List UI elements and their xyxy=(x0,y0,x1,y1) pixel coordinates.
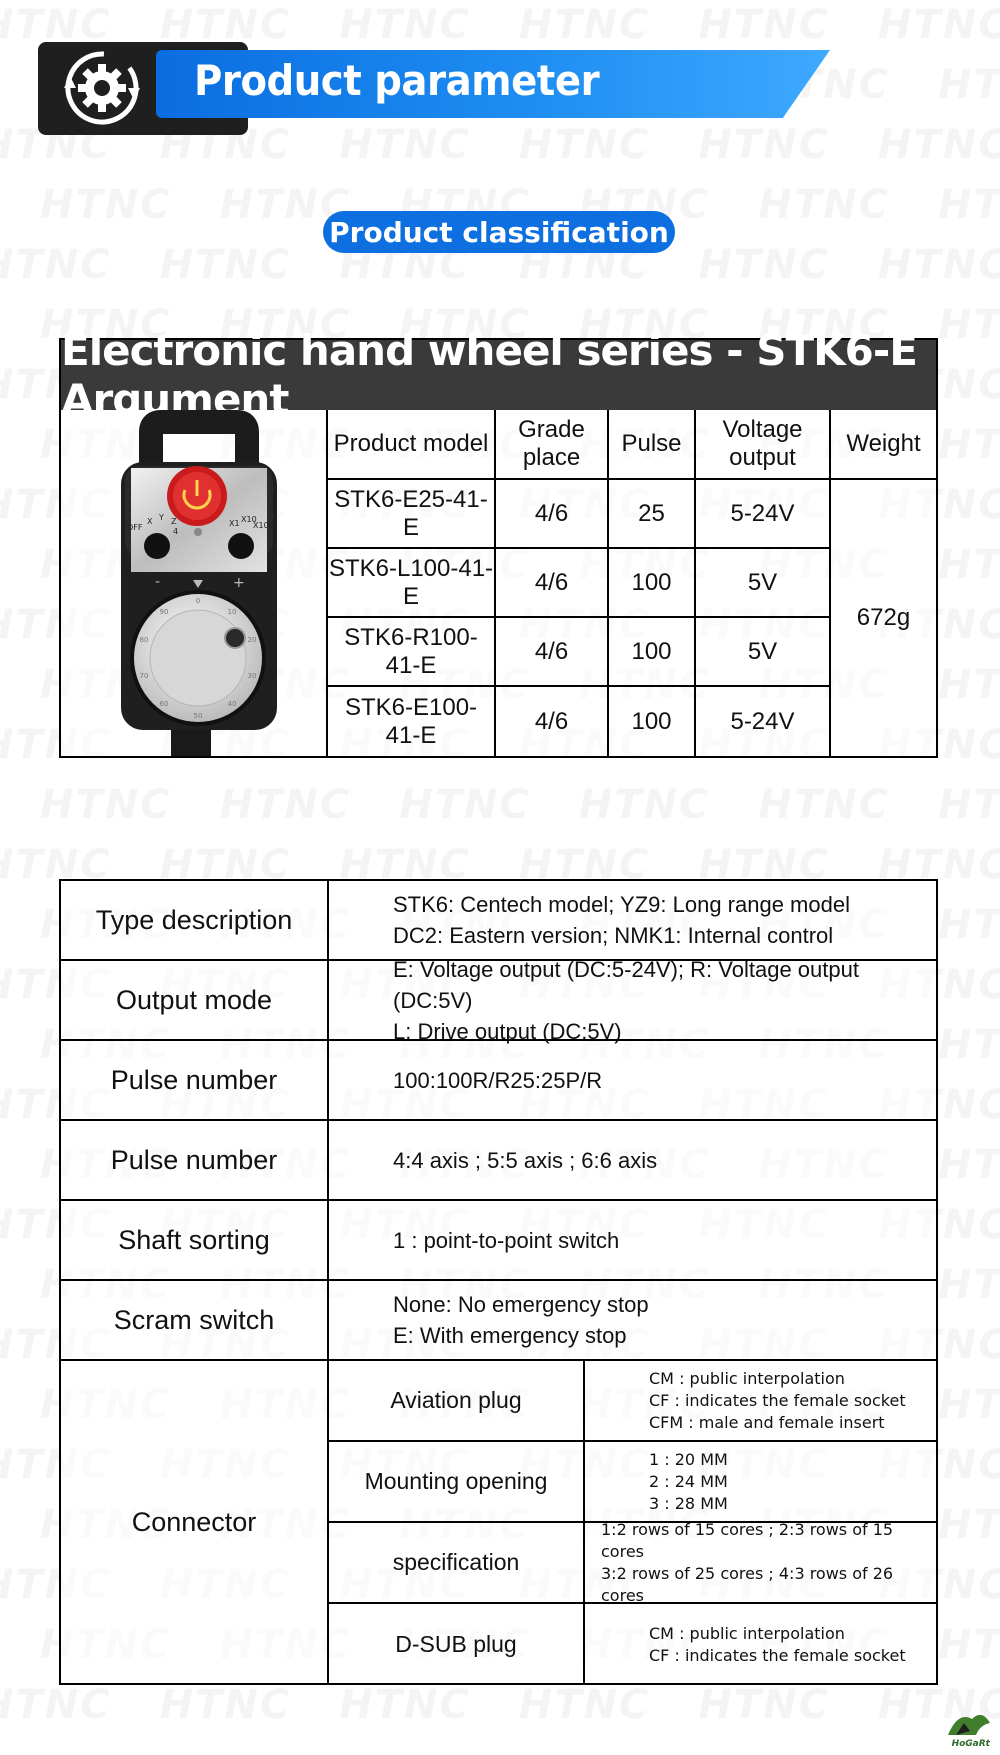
spec-line: 100:100R/R25:25P/R xyxy=(393,1067,603,1093)
multiplier-knob xyxy=(228,533,254,559)
connector-sub-label: specification xyxy=(329,1523,585,1602)
dial-tick-label: 80 xyxy=(139,636,149,644)
connector-line: 3 : 28 MM xyxy=(649,1493,728,1513)
dial-tick-label: 20 xyxy=(247,636,257,644)
connector-row-aviation-plug xyxy=(329,1361,936,1442)
cell-pulse: 25 xyxy=(609,480,696,549)
header-voltage-output: Voltage output xyxy=(696,410,831,480)
argument-table-title: Electronic hand wheel series - STK6-E Argument xyxy=(61,340,936,410)
connector-sub-label: D-SUB plug xyxy=(329,1604,585,1685)
connector-row-specification xyxy=(329,1519,936,1605)
header-weight: Weight xyxy=(831,410,936,480)
connector-line: CM : public interpolation xyxy=(649,1623,845,1643)
cell-model: STK6-R100-41-E xyxy=(328,618,496,687)
spec-row-pulse-number xyxy=(61,1041,936,1121)
connector-row-mounting-opening xyxy=(329,1442,936,1523)
spec-value xyxy=(329,1121,936,1199)
selector-label-x: X xyxy=(147,517,153,526)
spec-label: Pulse number xyxy=(61,1121,329,1199)
watermark-row xyxy=(40,782,1000,828)
spec-label: Shaft sorting xyxy=(61,1201,329,1279)
selector-label-z: Z xyxy=(171,517,177,526)
header-product-model: Product model xyxy=(328,410,496,480)
cell-pulse: 100 xyxy=(609,549,696,618)
connector-label: Connector xyxy=(61,1361,329,1683)
spec-row-type-description xyxy=(61,881,936,961)
spec-value xyxy=(329,1281,936,1359)
spec-line: E: Voltage output (DC:5-24V); R: Voltage output (DC:5V) xyxy=(393,956,859,1013)
selector-label-4: 4 xyxy=(173,527,179,536)
spec-line: None: No emergency stop xyxy=(393,1292,649,1317)
section-pill-classification: Product classification xyxy=(323,211,675,253)
spec-line: 4:4 axis ; 5:5 axis ; 6:6 axis xyxy=(393,1147,658,1173)
connector-value xyxy=(585,1519,936,1605)
connector-line: CF : indicates the female socket xyxy=(649,1390,906,1410)
plus-mark: + xyxy=(233,575,245,591)
argument-grid xyxy=(328,410,936,756)
cell-model: STK6-E100-41-E xyxy=(328,687,496,756)
connector-line: 2 : 24 MM xyxy=(649,1471,728,1491)
spec-row-shaft-sorting xyxy=(61,1201,936,1281)
spec-value xyxy=(329,1201,936,1279)
page-title: Product parameter xyxy=(194,56,600,105)
dial-crank-knob xyxy=(225,628,245,648)
dial-tick-label: 0 xyxy=(195,597,201,605)
argument-table xyxy=(59,326,938,758)
connector-line: CF : indicates the female socket xyxy=(649,1645,906,1665)
gear-icon xyxy=(60,46,144,130)
dial-tick-label: 90 xyxy=(159,608,169,616)
multiplier-label-x1: X1 xyxy=(229,519,240,528)
multiplier-label-x100: X100 xyxy=(253,521,274,530)
spec-value xyxy=(329,1041,936,1119)
product-image-cell xyxy=(61,410,328,756)
axis-selector-knob xyxy=(144,533,170,559)
brand-logo-text: HoGaRt xyxy=(951,1739,990,1749)
connector-line: 1:2 rows of 15 cores ; 2:3 rows of 15 cores xyxy=(601,1519,894,1561)
dial-tick-label: 10 xyxy=(227,608,237,616)
cell-voltage: 5V xyxy=(696,618,831,687)
spec-line: E: With emergency stop xyxy=(393,1323,627,1348)
connector-line: CFM : male and female insert xyxy=(649,1412,885,1432)
spec-row-scram-switch xyxy=(61,1281,936,1361)
spec-row-output-mode xyxy=(61,956,936,1044)
cell-voltage: 5V xyxy=(696,549,831,618)
connector-value xyxy=(585,1604,936,1685)
spec-line: DC2: Eastern version; NMK1: Internal control xyxy=(393,923,834,948)
handwheel-device-image xyxy=(61,410,326,756)
selector-label-off: OFF xyxy=(127,523,143,532)
spec-label: Scram switch xyxy=(61,1281,329,1359)
connector-line: 3:2 rows of 25 cores ; 4:3 rows of 26 cores xyxy=(601,1563,894,1605)
spec-line: L: Drive output (DC:5V) xyxy=(393,1018,622,1044)
cell-grade: 4/6 xyxy=(496,687,609,756)
cell-model: STK6-L100-41-E xyxy=(328,549,496,618)
spec-line: 1 : point-to-point switch xyxy=(393,1227,620,1253)
dial-tick-label: 30 xyxy=(247,672,257,680)
cell-pulse: 100 xyxy=(609,687,696,756)
spec-label: Output mode xyxy=(61,961,329,1039)
cell-grade: 4/6 xyxy=(496,549,609,618)
cell-weight: 672g xyxy=(856,604,911,631)
connector-line: CM : public interpolation xyxy=(649,1368,845,1388)
spec-line: STK6: Centech model; YZ9: Long range model xyxy=(393,892,850,917)
connector-line: 1 : 20 MM xyxy=(649,1449,728,1469)
dial-tick-label: 40 xyxy=(227,700,237,708)
connector-sub-label: Mounting opening xyxy=(329,1442,585,1521)
cell-grade: 4/6 xyxy=(496,618,609,687)
dial-tick-label: 60 xyxy=(159,700,169,708)
connector-value xyxy=(585,1361,936,1440)
connector-sub-label: Aviation plug xyxy=(329,1361,585,1440)
header-grade-place: Grade place xyxy=(496,410,609,480)
minus-mark: - xyxy=(155,574,161,590)
cell-voltage: 5-24V xyxy=(696,687,831,756)
spec-row-axis-count xyxy=(61,1121,936,1201)
dial-tick-label: 50 xyxy=(193,712,203,720)
multiplier-label-x10: X10 xyxy=(241,515,257,524)
connector-value xyxy=(585,1442,936,1521)
watermark-row xyxy=(0,1682,1000,1728)
spec-label: Type description xyxy=(61,881,329,959)
spec-label: Pulse number xyxy=(61,1041,329,1119)
dial-tick-label: 70 xyxy=(139,672,149,680)
cell-grade: 4/6 xyxy=(496,480,609,549)
spec-value xyxy=(329,956,936,1044)
connector-row-dsub-plug xyxy=(329,1604,936,1685)
cell-model: STK6-E25-41-E xyxy=(328,480,496,549)
cell-voltage: 5-24V xyxy=(696,480,831,549)
selector-label-y: Y xyxy=(159,513,164,522)
spec-table xyxy=(59,879,938,1685)
cell-pulse: 100 xyxy=(609,618,696,687)
header-pulse: Pulse xyxy=(609,410,696,480)
spec-value xyxy=(329,881,936,959)
